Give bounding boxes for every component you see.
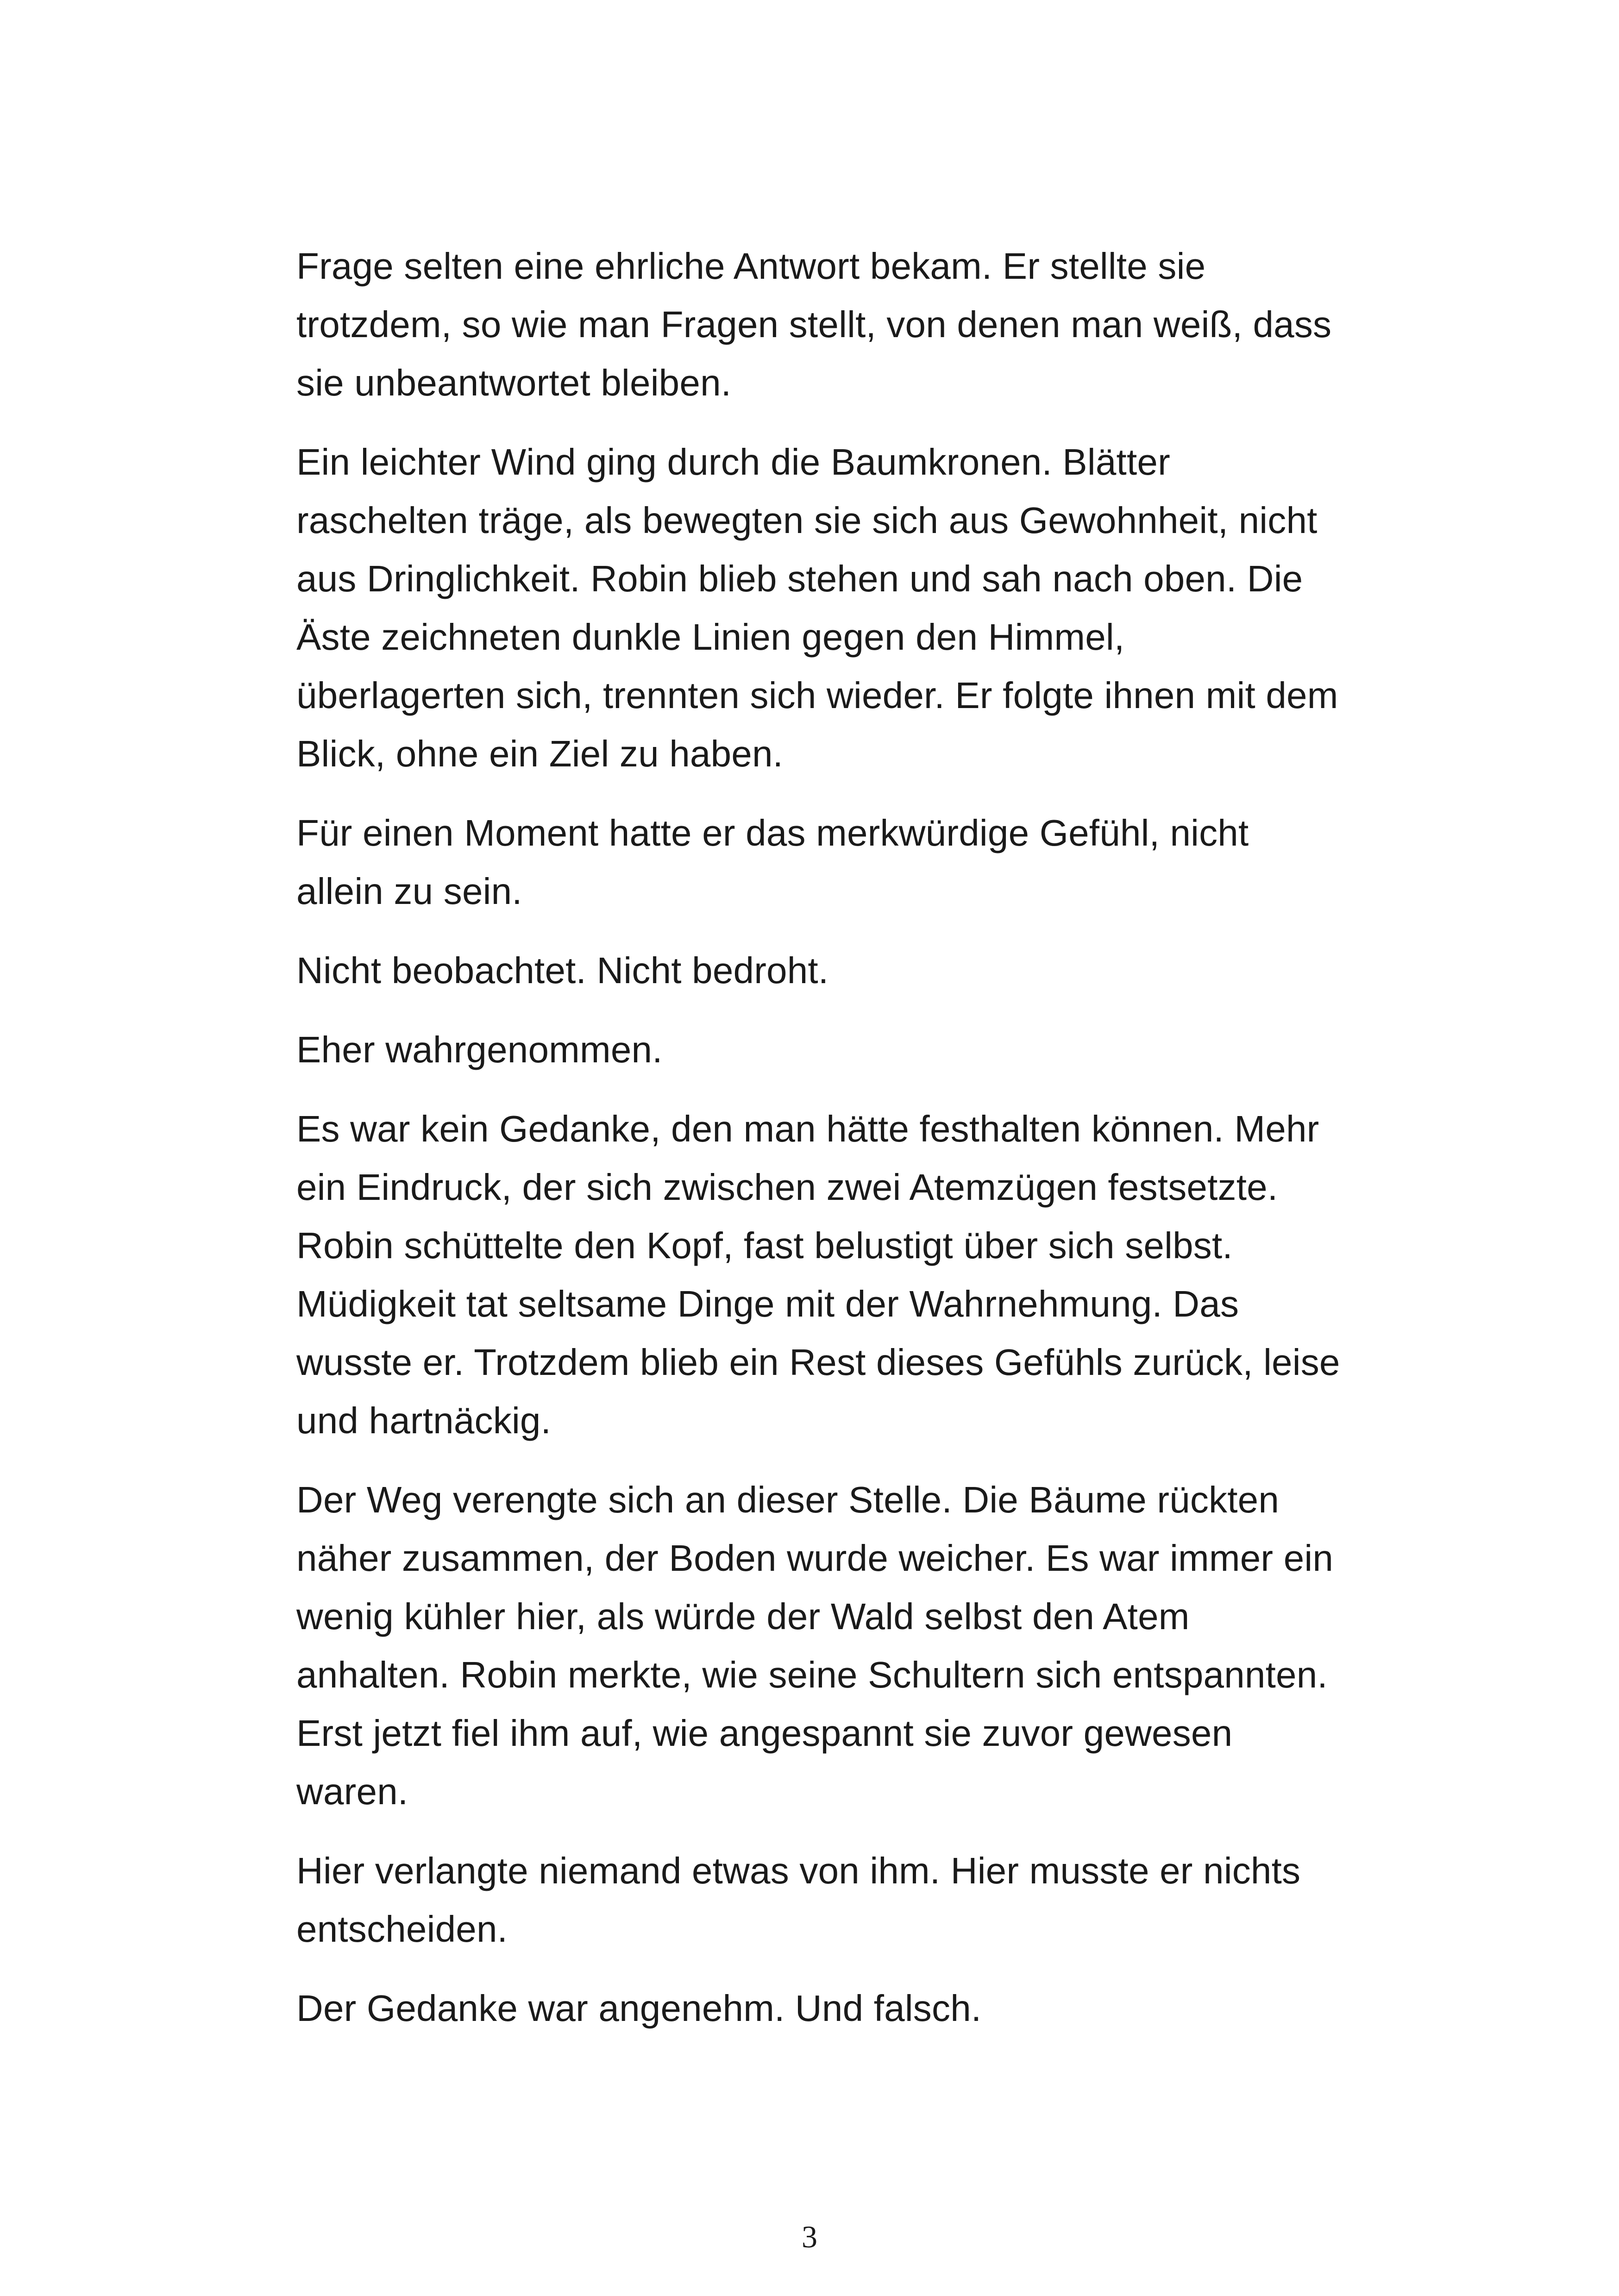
text-line: näher zusammen, der Boden wurde weicher. Es war immer ein [296,1537,1334,1579]
text-line: Für einen Moment hatte er das merkwürdige Gefühl, nicht [296,812,1249,853]
text-line: Der Weg verengte sich an dieser Stelle. Die Bäume rückten [296,1479,1280,1520]
text-line: trotzdem, so wie man Fragen stellt, von denen man weiß, dass [296,304,1332,345]
body-text [296,237,1445,2058]
text-line: wenig kühler hier, als würde der Wald selbst den Atem [296,1596,1190,1637]
text-line: und hartnäckig. [296,1400,552,1441]
paragraph [296,433,1445,783]
text-line: Es war kein Gedanke, den man hätte festhalten können. Mehr [296,1108,1319,1149]
text-line: allein zu sein. [296,871,522,912]
paragraph [296,1979,1445,2038]
text-line: Blick, ohne ein Ziel zu haben. [296,733,784,774]
text-line: Ein leichter Wind ging durch die Baumkronen. Blätter [296,441,1170,483]
text-line: Der Gedanke war angenehm. Und falsch. [296,1988,982,2029]
paragraph [296,941,1445,1000]
paragraph [296,237,1445,412]
text-line: entscheiden. [296,1908,508,1950]
text-line: aus Dringlichkeit. Robin blieb stehen und sah nach oben. Die [296,558,1303,599]
paragraph [296,1021,1445,1079]
text-line: Frage selten eine ehrliche Antwort bekam. Er stellte sie [296,245,1206,287]
paragraph [296,1471,1445,1821]
text-line: sie unbeantwortet bleiben. [296,362,732,403]
paragraph [296,804,1445,921]
text-line: Äste zeichneten dunkle Linien gegen den Himmel, [296,616,1125,658]
paragraph [296,1100,1445,1450]
text-line: waren. [296,1771,408,1812]
text-line: anhalten. Robin merkte, wie seine Schultern sich entspannten. [296,1654,1328,1695]
text-line: wusste er. Trotzdem blieb ein Rest dieses Gefühls zurück, leise [296,1342,1340,1383]
text-line: Müdigkeit tat seltsame Dinge mit der Wahrnehmung. Das [296,1283,1239,1324]
text-line: Hier verlangte niemand etwas von ihm. Hier musste er nichts [296,1850,1301,1891]
text-line: Erst jetzt fiel ihm auf, wie angespannt sie zuvor gewesen [296,1713,1233,1754]
text-line: Nicht beobachtet. Nicht bedroht. [296,950,829,991]
text-line: überlagerten sich, trennten sich wieder. Er folgte ihnen mit dem [296,675,1338,716]
text-line: Eher wahrgenommen. [296,1029,663,1070]
text-line: raschelten träge, als bewegten sie sich aus Gewohnheit, nicht [296,500,1318,541]
text-line: Robin schüttelte den Kopf, fast belustigt über sich selbst. [296,1225,1233,1266]
paragraph [296,1842,1445,1958]
page-number: 3 [802,2219,817,2254]
text-line: ein Eindruck, der sich zwischen zwei Atemzügen festsetzte. [296,1167,1278,1208]
